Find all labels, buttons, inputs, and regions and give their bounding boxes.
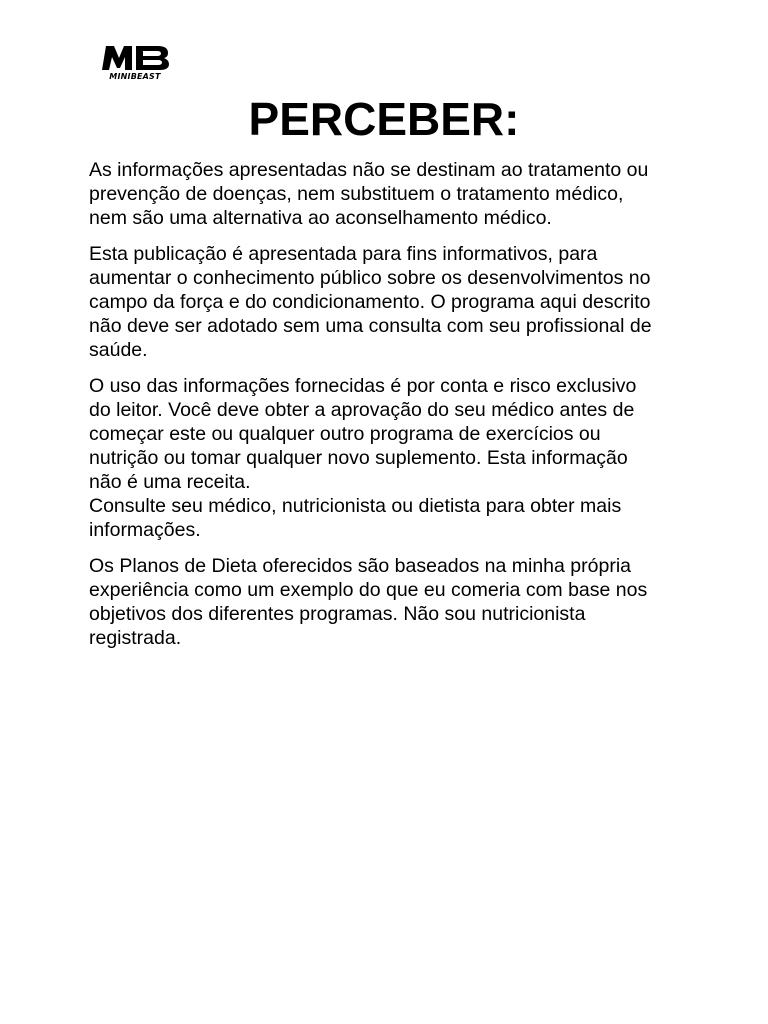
paragraph-2 [89, 242, 689, 362]
text-line: registrada. [89, 627, 182, 649]
page-title: PERCEBER: [248, 93, 520, 145]
mb-logo-mark [100, 44, 170, 72]
text-line: nem são uma alternativa ao aconselhamento médico. [89, 207, 552, 229]
disclaimer-body [89, 158, 689, 662]
minibeast-logo [100, 44, 170, 84]
text-line: não deve ser adotado sem uma consulta com seu profissional de [89, 315, 652, 337]
text-line: Consulte seu médico, nutricionista ou dietista para obter mais [89, 495, 622, 517]
text-line: prevenção de doenças, nem substituem o tratamento médico, [89, 183, 624, 205]
text-line: do leitor. Você deve obter a aprovação do seu médico antes de [89, 399, 635, 421]
text-line: saúde. [89, 339, 148, 361]
text-line: As informações apresentadas não se destinam ao tratamento ou [89, 159, 649, 181]
text-line: começar este ou qualquer outro programa de exercícios ou [89, 423, 601, 445]
paragraph-1 [89, 158, 689, 230]
text-line: Esta publicação é apresentada para fins informativos, para [89, 243, 598, 265]
text-line: Os Planos de Dieta oferecidos são baseados na minha própria [89, 555, 631, 577]
text-line: não é uma receita. [89, 471, 251, 493]
paragraph-4 [89, 554, 689, 650]
text-line: experiência como um exemplo do que eu comeria com base nos [89, 579, 648, 601]
text-line: O uso das informações fornecidas é por conta e risco exclusivo [89, 375, 637, 397]
paragraph-3 [89, 374, 689, 542]
logo-caption: MINIBEAST [109, 72, 161, 81]
text-line: informações. [89, 519, 201, 541]
text-line: aumentar o conhecimento público sobre os desenvolvimentos no [89, 267, 651, 289]
text-line: objetivos dos diferentes programas. Não sou nutricionista [89, 603, 586, 625]
text-line: nutrição ou tomar qualquer novo suplemento. Esta informação [89, 447, 628, 469]
text-line: campo da força e do condicionamento. O programa aqui descrito [89, 291, 651, 313]
